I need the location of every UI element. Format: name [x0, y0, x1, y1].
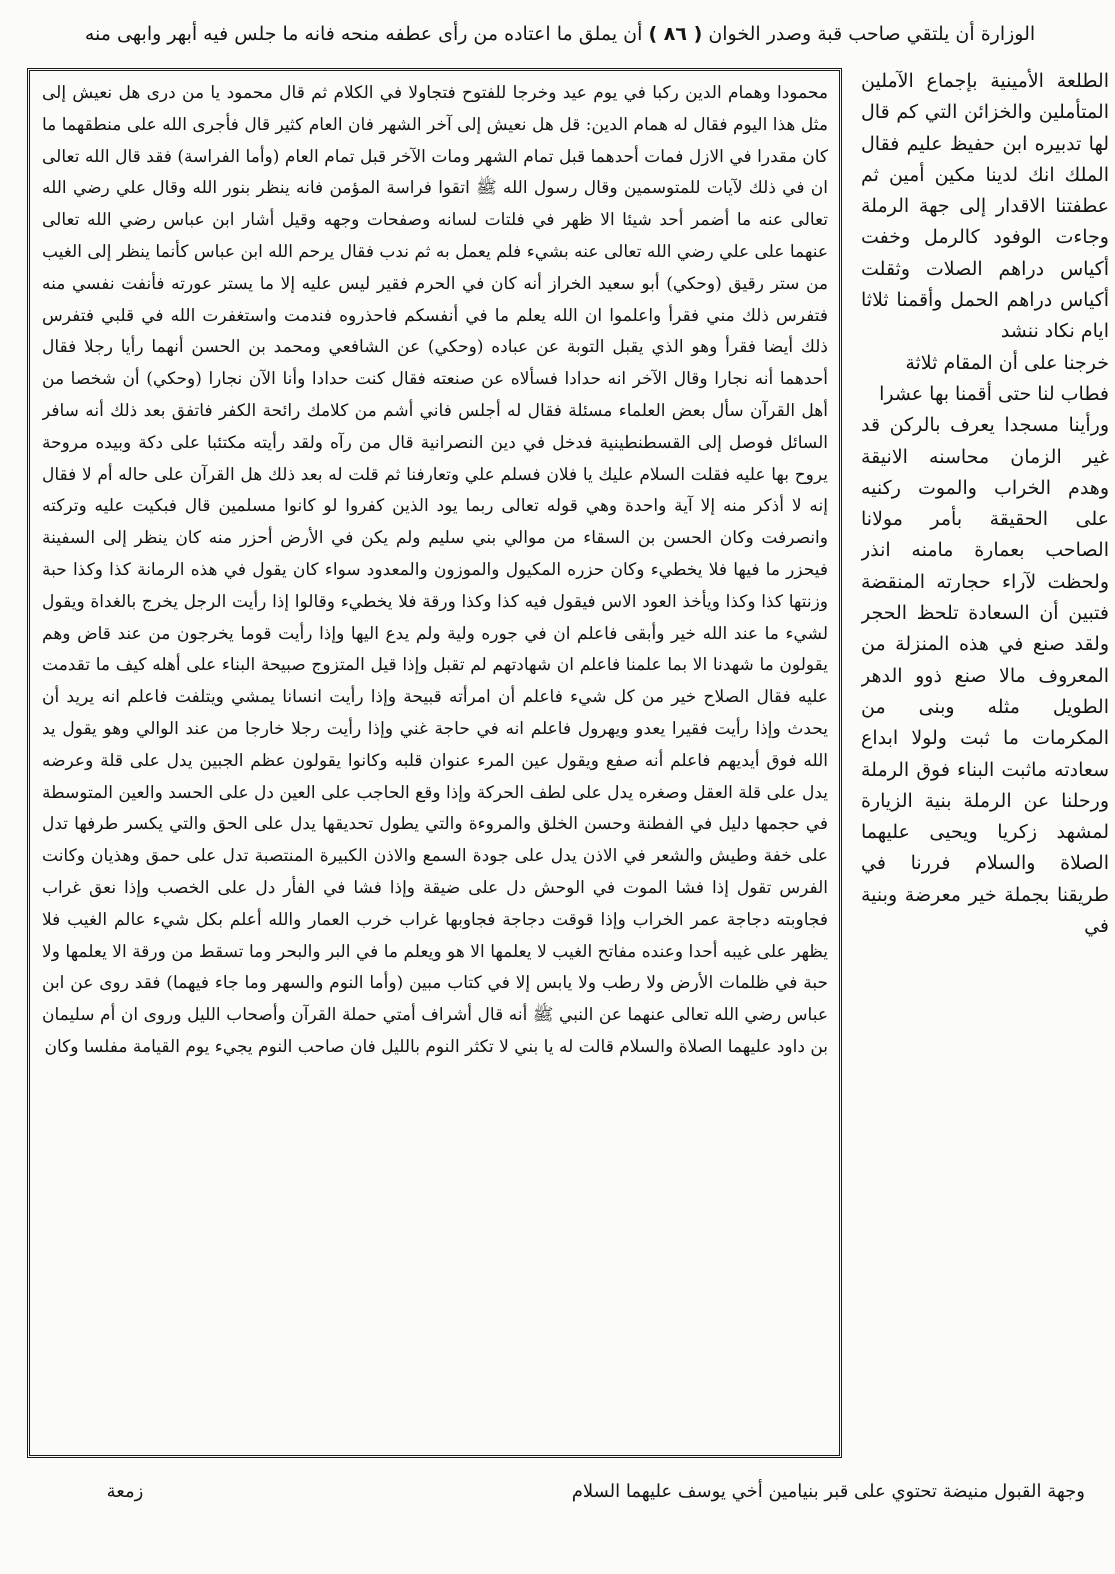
main-paragraph: محمودا وهمام الدين ركبا في يوم عيد وخرجا للفتوح فتجاولا في الكلام ثم قال محمود يا من درى هل نعيش إلى مثل هذا اليوم فقال له همام الدين: قل هل نعيش إلى آخر الشهر فان العام كثير قال فأجرى الله على منطقهما ما كان مقدرا في الازل فمات أحدهما قبل تمام الشهر ومات الآخر قبل تمام العام (وأما الفراسة) فقد قال الله تعالى ان في ذلك لآيات للمتوسمين وقال رسول الله ﷺ اتقوا فراسة المؤمن فانه ينظر بنور الله وقال علي رضي الله تعالى عنه ما أضمر أحد شيئا الا ظهر في فلتات لسانه وصفحات وجهه وقيل أشار ابن عباس رضي الله تعالى عنهما على علي رضي الله تعالى عنه بشيء فلم يعمل به ثم ندب فقال يرحم الله ابن عباس كأنما ينظر إلى الغيب من ستر رقيق (وحكي) أبو سعيد الخراز أنه كان في الحرم فقير ليس عليه إلا ما يستر عورته فأنفت نفسي منه فتفرس ذلك مني فقرأ واعلموا ان الله يعلم ما في أنفسكم فاحذروه فندمت واستغفرت الله في قلبي فتفرس ذلك أيضا فقرأ وهو الذي يقبل التوبة عن عباده (وحكي) عن الشافعي ومحمد بن الحسن أنهما رأيا رجلا فقال أحدهما أنه نجارا وقال الآخر انه حدادا فسألاه عن صنعته فقال كنت حدادا وأنا الآن نجارا (وحكي) أن شخصا من أهل القرآن سأل بعض العلماء مسئلة فقال له أجلس فاني أشم من كلامك رائحة الكفر فاتفق بعد ذلك أنه سافر السائل فوصل إلى القسطنطينية فدخل في دين النصرانية قال من رآه ولقد رأيته مكتئبا على دكة وبيده مروحة يروح بها عليه فقلت السلام عليك يا فلان فسلم علي وتعارفنا ثم قلت له بعد ذلك هل القرآن على حاله أم لا فقال إنه لا أذكر منه إلا آية واحدة وهي قوله تعالى ربما يود الذين كفروا لو كانوا مسلمين قال فبكيت عليه وتركته وانصرفت وكان الحسن بن السقاء من موالي بني سليم ولم يكن في الأرض أحزر منه كان ينظر إلى السفينة فيحزر ما فيها فلا يخطيء وكان حزره المكيول والموزون والمعدود سواء كان يقول في هذه الرمانة كذا وكذا حبة وزنتها كذا وكذا ويأخذ العود الاس فيقول فيه كذا وكذا ورقة فلا يخطيء وقالوا إذا رأيت الرجل يخرج بالغداة ويقول لشيء ما عند الله خير وأبقى فاعلم ان في جوره ولية ولم يدع اليها وإذا رأيت قوما يخرجون من عند قاض وهم يقولون ما شهدنا الا بما علمنا فاعلم ان شهادتهم لم تقبل وإذا قيل المتزوج صبيحة البناء على أهله كيف ما تقدمت عليه فقال الصلاح خير من كل شيء فاعلم أن امرأته قبيحة وإذا رأيت انسانا يمشي ويتلفت فاعلم انه يريد أن يحدث وإذا رأيت فقيرا يعدو ويهرول فاعلم انه في حاجة غني وإذا رأيت رجلا خارجا من عند الوالي وهو يقول يد الله فوق أيديهم فاعلم أنه صفع ويقول عين المرء عنوان قلبه وكانوا يقولون عظم الجبين يدل على قلة وعرضه يدل على قلة العقل وصغره يدل على لطف الحركة وإذا وقع الحاجب على العين دل على الحسد والعين المتوسطة في حجمها دليل في الفطنة وحسن الخلق والمروءة والتي يطول تحديقها يدل على الحق والتي يكسر طرفها تدل على خفة وطيش والشعر في الاذن يدل على جودة السمع والاذن الكبيرة المنتصبة تدل على حمق وهذيان وكانت الفرس تقول إذا فشا الموت في الوحش دل على ضيقة وإذا فشا في الفأر دل على الخصب وإذا نعق غراب فجاوبته دجاجة عمر الخراب وإذا قوقت دجاجة فجاوبها غراب خرب العمار والله أعلم بكل شيء عالم الغيب فلا يظهر على غيبه أحدا وعنده مفاتح الغيب لا يعلمها الا هو ويعلم ما في البر والبحر وما تسقط من ورقة الا يعلمها ولا حبة في ظلمات الأرض ولا رطب ولا يابس إلا في كتاب مبين (وأما النوم والسهر وما جاء فيهما) فقد روى عن ابن عباس رضي الله تعالى عنهما عن النبي ﷺ أنه قال أشراف أمتي حملة القرآن وأصحاب الليل وروى ان أم سليمان بن داود عليهما الصلاة والسلام قالت له يا بني لا تكثر النوم بالليل فان صاحب النوم يجيء يوم القيامة مفلسا وكان: [42, 83, 828, 1057]
running-header: [20, 14, 1100, 54]
footer-line: وجهة القبول منيضة تحتوي على قبر بنيامين أخي يوسف عليهما السلام: [571, 1481, 1085, 1502]
header-left-text: أن يملق ما اعتاده من رأى عطفه منحه فانه ما جلس فيه أبهر وابهى منه: [84, 23, 643, 45]
side-paragraph: الطلعة الأمينية بإجماع الآملين المتأملين والخزائن التي كم قال لها تدبيره ابن حفيظ عليم فقال الملك انك لدينا مكين أمين ثم عطفتنا الاقدار إلى جهة الرملة وجاءت الوفود كالرمل وخفت أكياس دراهم الصلات وثقلت أكياس دراهم الحمل وأقمنا ثلاثا ايام نكاد ننشد: [861, 70, 1109, 343]
header-right-text: الوزارة أن يلتقي صاحب قبة وصدر الخوان: [708, 23, 1036, 45]
side-verse-line: خرجنا على أن المقام ثلاثة: [905, 351, 1109, 374]
side-verse-line: فطاب لنا حتى أقمنا بها عشرا: [879, 382, 1109, 405]
side-paragraph: ورأينا مسجدا يعرف بالركن قد غير الزمان محاسنه الانيقة وهدم الخراب والموت ركنيه على الحقيقة بأمر مولانا الصاحب بعمارة مامنه انذر ولحظت لآراء حجارته المنقضة فتبين أن السعادة تلحظ الحجر ولقد صنع في هذه المنزلة من المعروف مالا صنع ذوو الدهر الطويل مثله وبنى من المكرمات ما ثبت ولولا ابداع سعادته ماثبت البناء فوق الرملة ورحلنا عن الرملة بنية الزيارة لمشهد زكريا ويحيى عليهما الصلاة والسلام فررنا في طريقنا بجملة خير معرضة وبنية في: [861, 414, 1109, 938]
page-number: ( ٨٦ ): [648, 23, 703, 45]
main-text-column: [42, 78, 828, 1452]
catchword: زمعة: [106, 1481, 144, 1502]
side-column: [861, 66, 1109, 1491]
